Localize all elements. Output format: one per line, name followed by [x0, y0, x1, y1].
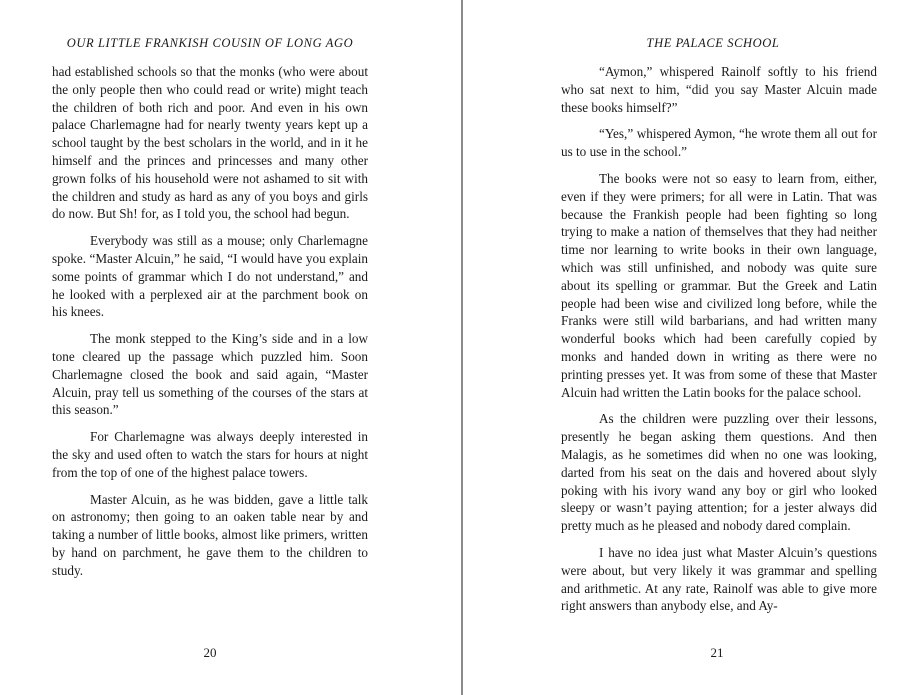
- paragraph: I have no idea just what Master Alcuin’s questions were about, but very likely it was grammar and spelling and arithmetic. At any rate, Rainolf was able to give more right answers than anybody else, and Ay-: [561, 544, 877, 614]
- left-page-body: [52, 63, 368, 589]
- running-head-right: THE PALACE SCHOOL: [646, 36, 780, 50]
- paragraph: Master Alcuin, as he was bidden, gave a little talk on astronomy; then going to an oaken table near by and taking a number of little books, almost like primers, written by hand on parchment, he gave them to the children to study.: [52, 491, 368, 578]
- right-page: [463, 0, 924, 695]
- running-head-left: OUR LITTLE FRANKISH COUSIN OF LONG AGO: [66, 36, 354, 50]
- paragraph: “Yes,” whispered Aymon, “he wrote them all out for us to use in the school.”: [561, 126, 877, 160]
- paragraph: The books were not so easy to learn from, either, even if they were primers; for all were in Latin. That was because the Frankish people had been fighting so long trying to make a nation of themselves that they had neither time nor learning to write books in their own language, which was still unfinished, and nobody was quite sure about its spelling or grammar. But the Greek and Latin people had been wise and civilized long before, while the Franks were still wild barbarians, and had written many wonderful books which had been carefully copied by monks and handed down in writing as there were no printing presses yet. It was from some of these that Master Alcuin had written the Latin books for the palace school.: [561, 170, 877, 400]
- page-number-left: 20: [203, 645, 217, 660]
- paragraph: Everybody was still as a mouse; only Charlemagne spoke. “Master Alcuin,” he said, “I would have you explain some points of grammar which I do not understand,” and he looked with a perplexed air at the parchment book on his knees.: [52, 233, 368, 320]
- paragraph: The monk stepped to the King’s side and in a low tone cleared up the passage which puzzled him. Soon Charlemagne closed the book and said again, “Master Alcuin, pray tell us something of the courses of the stars at this season.”: [52, 331, 368, 418]
- paragraph: For Charlemagne was always deeply interested in the sky and used often to watch the stars for hours at night from the top of one of the highest palace towers.: [52, 429, 368, 480]
- paragraph: had established schools so that the monks (who were about the only people then who could read or write) might teach the children of both rich and poor. And even in his own palace Charlemagne had for nearly twenty years kept up a school taught by the best scholars in the world, and in it he himself and the princes and princesses and many other grown folks of his household were not ashamed to sit with the children and study as hard as any of you boys and girls do now. But Sh! for, as I told you, the school had begun.: [52, 64, 368, 222]
- paragraph: As the children were puzzling over their lessons, presently he began asking them questions. And then Malagis, as he sometimes did when no one was looking, darted from his seat on the dais and hovered about slyly poking with his ivory wand any boy or girl who looked sleepy or wasn’t paying attention; for a jester always did pretty much as he pleased and nobody dared complain.: [561, 411, 877, 534]
- page-number-right: 21: [710, 645, 724, 660]
- right-page-body: [561, 63, 877, 624]
- paragraph: “Aymon,” whispered Rainolf softly to his friend who sat next to him, “did you say Master Alcuin made these books himself?”: [561, 64, 877, 115]
